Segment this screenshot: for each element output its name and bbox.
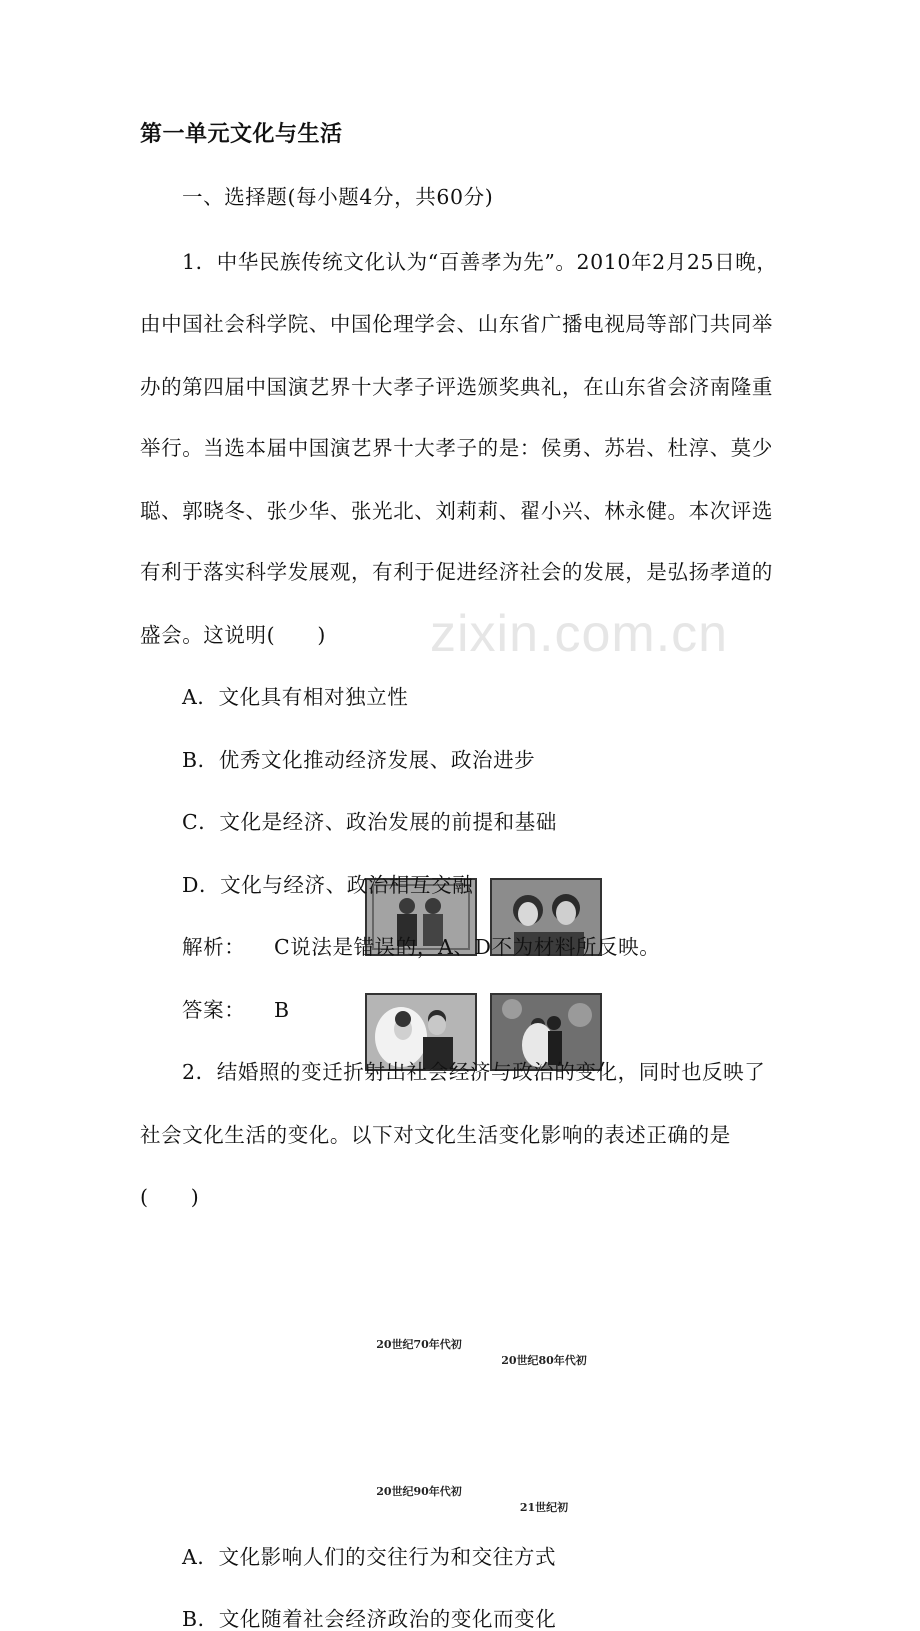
q2-line-2: 社会文化生活的变化。以下对文化生活变化影响的表述正确的是 <box>140 1122 731 1147</box>
q1-option-b: B．优秀文化推动经济发展、政治进步 <box>182 747 536 772</box>
q1-line-1: 1．中华民族传统文化认为“百善孝为先”。2010年2月25日晚， <box>182 249 778 274</box>
q1-answer <box>182 997 920 1022</box>
caption-2000s: 21世纪初 <box>519 1500 569 1514</box>
q1-option-c: C．文化是经济、政治发展的前提和基础 <box>182 810 557 834</box>
q2-line-1: 2．结婚照的变迁折射出社会经济与政治的变化，同时也反映了 <box>182 1060 766 1084</box>
page-title: 第一单元文化与生活 <box>140 122 343 147</box>
q1-line-6: 有利于落实科学发展观，有利于促进经济社会的发展，是弘扬孝道的 <box>140 560 773 584</box>
q1-line-3: 办的第四届中国演艺界十大孝子评选颁奖典礼，在山东省会济南隆重 <box>140 374 773 399</box>
q2-option-a: A．文化影响人们的交往行为和交往方式 <box>182 1544 557 1569</box>
section-heading: 一、选择题(每小题4分，共60分) <box>182 185 494 209</box>
q1-line-5: 聪、郭晓冬、张少华、张光北、刘莉莉、翟小兴、林永健。本次评选 <box>140 498 773 523</box>
watermark: zixin.com.cn <box>430 605 729 663</box>
caption-1970s: 20世纪70年代初 <box>376 1337 462 1351</box>
analysis-label: 解析： <box>182 935 246 959</box>
q1-analysis <box>182 937 920 958</box>
q2-option-b: B．文化随着社会经济政治的变化而变化 <box>182 1607 557 1631</box>
q1-option-d: D．文化与经济、政治相互交融 <box>182 872 474 897</box>
caption-1990s: 20世纪90年代初 <box>376 1484 462 1498</box>
caption-1980s: 20世纪80年代初 <box>501 1353 587 1367</box>
q1-option-a: A．文化具有相对独立性 <box>182 685 409 709</box>
q1-line-2: 由中国社会科学院、中国伦理学会、山东省广播电视局等部门共同举 <box>140 312 773 336</box>
answer-label: 答案： <box>182 997 246 1022</box>
q2-line-3: ( ) <box>140 1185 200 1209</box>
q1-line-7: 盛会。这说明( ) <box>140 622 326 647</box>
analysis-text: C说法是错误的，A、D不为材料所反映。 <box>274 935 661 959</box>
q1-line-4: 举行。当选本届中国演艺界十大孝子的是：侯勇、苏岩、杜淳、莫少 <box>140 436 773 460</box>
answer-text: B <box>274 997 290 1022</box>
